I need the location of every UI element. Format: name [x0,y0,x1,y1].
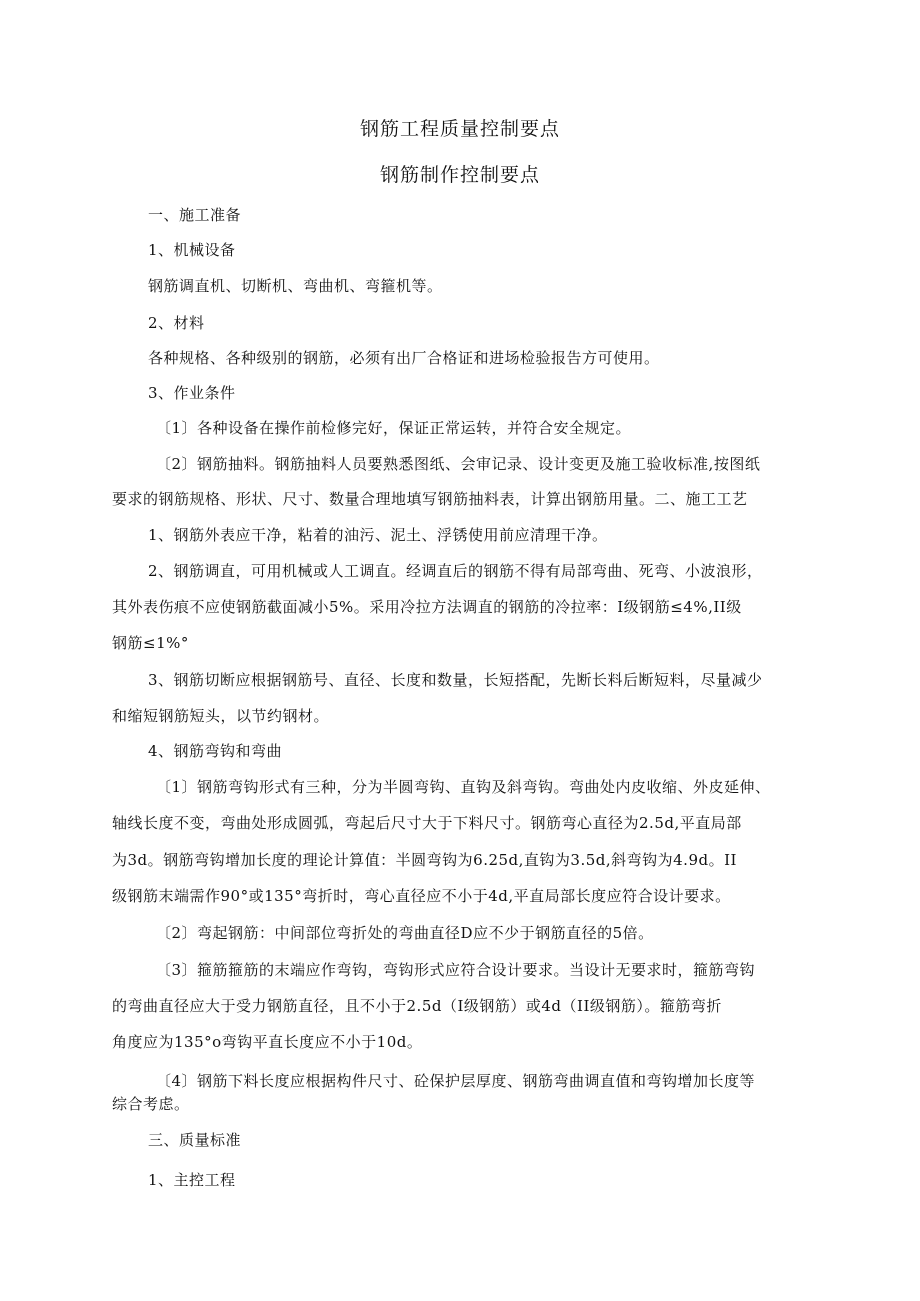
paragraph-process-2-line-3: 钢筋≤1%° [112,634,189,652]
paragraph-process-3-line-1: 3、钢筋切断应根据钢筋号、直径、长度和数量，长短搭配，先断长料后断短料，尽量减少 [148,671,763,689]
paragraph-process-1: 1、钢筋外表应干净，粘着的油污、泥土、浮锈使用前应清理干净。 [148,526,608,544]
paragraph-machinery: 钢筋调直机、切断机、弯曲机、弯箍机等。 [148,277,443,295]
section-heading-quality: 三、质量标准 [148,1131,242,1149]
paragraph-materials: 各种规格、各种级别的钢筋，必须有出厂合格证和进场检验报告方可使用。 [148,349,660,367]
item-heading-machinery: 1、机械设备 [148,241,236,259]
paragraph-hook-4-line-1: 〔4〕钢筋下料长度应根据构件尺寸、砼保护层厚度、钢筋弯曲调直值和弯钩增加长度等 [156,1072,756,1090]
document-title: 钢筋工程质量控制要点 [359,118,560,140]
item-heading-main-control: 1、主控工程 [148,1171,236,1189]
paragraph-hook-4-line-2: 综合考虑。 [112,1095,190,1113]
paragraph-hook-3-line-2: 的弯曲直径应大于受力钢筋直径，且不小于2.5d（I级钢筋）或4d（II级钢筋）。箍筋弯折 [112,997,722,1015]
paragraph-process-2-line-1: 2、钢筋调直，可用机械或人工调直。经调直后的钢筋不得有局部弯曲、死弯、小波浪形， [148,562,763,580]
paragraph-process-3-line-2: 和缩短钢筋短头，以节约钢材。 [112,707,330,725]
paragraph-condition-1: 〔1〕各种设备在操作前检修完好，保证正常运转，并符合安全规定。 [156,419,632,437]
document-subtitle: 钢筋制作控制要点 [379,164,540,186]
paragraph-hook-3-line-1: 〔3〕箍筋箍筋的末端应作弯钩，弯钩形式应符合设计要求。当设计无要求时，箍筋弯钩 [156,961,756,979]
paragraph-hook-1-line-3: 为3d。钢筋弯钩增加长度的理论计算值：半圆弯钩为6.25d,直钩为3.5d,斜弯钩为4.9d。II [112,851,737,869]
paragraph-condition-2-line-1: 〔2〕钢筋抽料。钢筋抽料人员要熟悉图纸、会审记录、设计变更及施工验收标准,按图纸 [156,455,761,473]
item-heading-hooks: 4、钢筋弯钩和弯曲 [148,742,283,760]
item-heading-conditions: 3、作业条件 [148,384,236,402]
paragraph-hook-3-line-3: 角度应为135°o弯钩平直长度应不小于10d。 [112,1033,423,1051]
item-heading-materials: 2、材料 [148,314,205,332]
paragraph-hook-2: 〔2〕弯起钢筋：中间部位弯折处的弯曲直径D应不少于钢筋直径的5倍。 [156,924,654,942]
section-heading-preparation: 一、施工准备 [148,206,242,224]
paragraph-process-2-line-2: 其外表伤痕不应使钢筋截面减小5%。采用冷拉方法调直的钢筋的冷拉率：I级钢筋≤4%,II级 [112,598,742,616]
paragraph-hook-1-line-1: 〔1〕钢筋弯钩形式有三种，分为半圆弯钩、直钩及斜弯钩。弯曲处内皮收缩、外皮延伸、 [156,778,771,796]
paragraph-condition-2-line-2: 要求的钢筋规格、形状、尺寸、数量合理地填写钢筋抽料表，计算出钢筋用量。二、施工工艺 [112,490,748,508]
paragraph-hook-1-line-4: 级钢筋末端需作90°或135°弯折时，弯心直径应不小于4d,平直局部长度应符合设计要求。 [112,887,731,905]
paragraph-hook-1-line-2: 轴线长度不变，弯曲处形成圆弧，弯起后尺寸大于下料尺寸。钢筋弯心直径为2.5d,平直局部 [112,814,742,832]
